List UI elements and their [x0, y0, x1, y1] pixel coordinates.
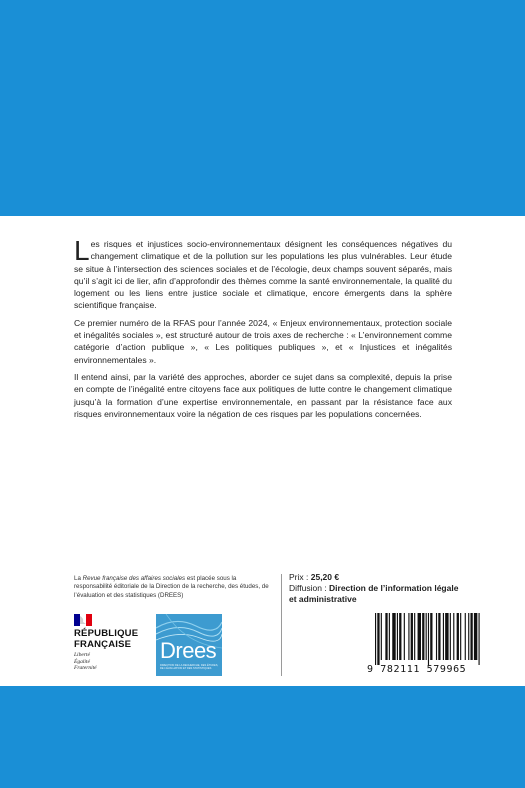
motto-egalite: Égalité [74, 658, 90, 665]
top-color-band [0, 0, 525, 216]
rf-line2: FRANÇAISE [74, 638, 132, 650]
bottom-color-band [0, 686, 525, 788]
journal-title: Revue française des affaires sociales [82, 575, 186, 582]
rf-motto [74, 652, 97, 672]
paragraph-1 [74, 235, 452, 312]
drees-logo [156, 614, 222, 676]
rf-line1: RÉPUBLIQUE [74, 628, 139, 639]
back-cover-text [74, 235, 452, 425]
vertical-divider [281, 574, 282, 676]
diffusion-value: Direction de l’information légale et administrative [289, 583, 459, 604]
drees-wordmark: Drees [160, 638, 217, 663]
price-label: Prix : [289, 572, 311, 582]
publisher-note-prefix: La [74, 575, 83, 582]
paragraph-3: Il entend ainsi, par la variété des approches, aborder ce sujet dans sa complexité, depuis la prise en compte de l’inégalité entre citoyens face aux politiques de lutte contre le changement climatique jusqu’à la formation d’une expertise environnementale, en passant par la résistance face aux risques environnementaux voire la négation de ces risques par les populations concernées. [74, 371, 452, 419]
motto-liberte: Liberté [74, 652, 90, 658]
drop-cap: L [74, 235, 90, 266]
paragraph-2: Ce premier numéro de la RFAS pour l’année 2024, « Enjeux environnementaux, protection sociale et inégalités sociales », est structuré autour de trois axes de recherche : « L’environnement comme catégorie d’action publique », « Les politiques publiques », et « Injustices et inégalités environnementales ». [74, 317, 452, 365]
diffusion-label: Diffusion : [289, 583, 330, 593]
motto-fraternite: Fraternité [74, 665, 97, 671]
barcode-icon [367, 613, 517, 665]
republique-francaise-logo [74, 614, 154, 678]
drees-tagline: DIRECTION DE LA RECHERCHE, DES ÉTUDES, DE L’ÉVALUATION ET DES STATISTIQUES [160, 664, 219, 671]
rf-name [74, 629, 138, 650]
price [289, 572, 339, 583]
diffusion [289, 583, 459, 605]
isbn-digits: 9 782111 579965 [367, 664, 467, 675]
publisher-note [74, 575, 274, 600]
marianne-flag-icon [74, 614, 92, 626]
paragraph-1-text: es risques et injustices socio-environnementaux désignent les conséquences négatives du changement climatique et de la pollution sur les populations les plus vulnérables. Leur étude se situe à l’intersection des sciences sociales et de l’écologie, deux champs souvent séparés, mais qu’il s’agit ici de lier, afin d’approfondir des thèmes comme la santé environnementale, la qualité du logement ou les liens entre justice sociale et climatique, encore émergents dans la sphère scientifique française. [74, 239, 452, 311]
publisher-note-suffix: est placée sous la responsabilité éditoriale de la Direction de la recherche, des études, de l’évaluation et des statistiques (DREES) [74, 575, 269, 599]
price-value: 25,20 € [310, 572, 340, 582]
